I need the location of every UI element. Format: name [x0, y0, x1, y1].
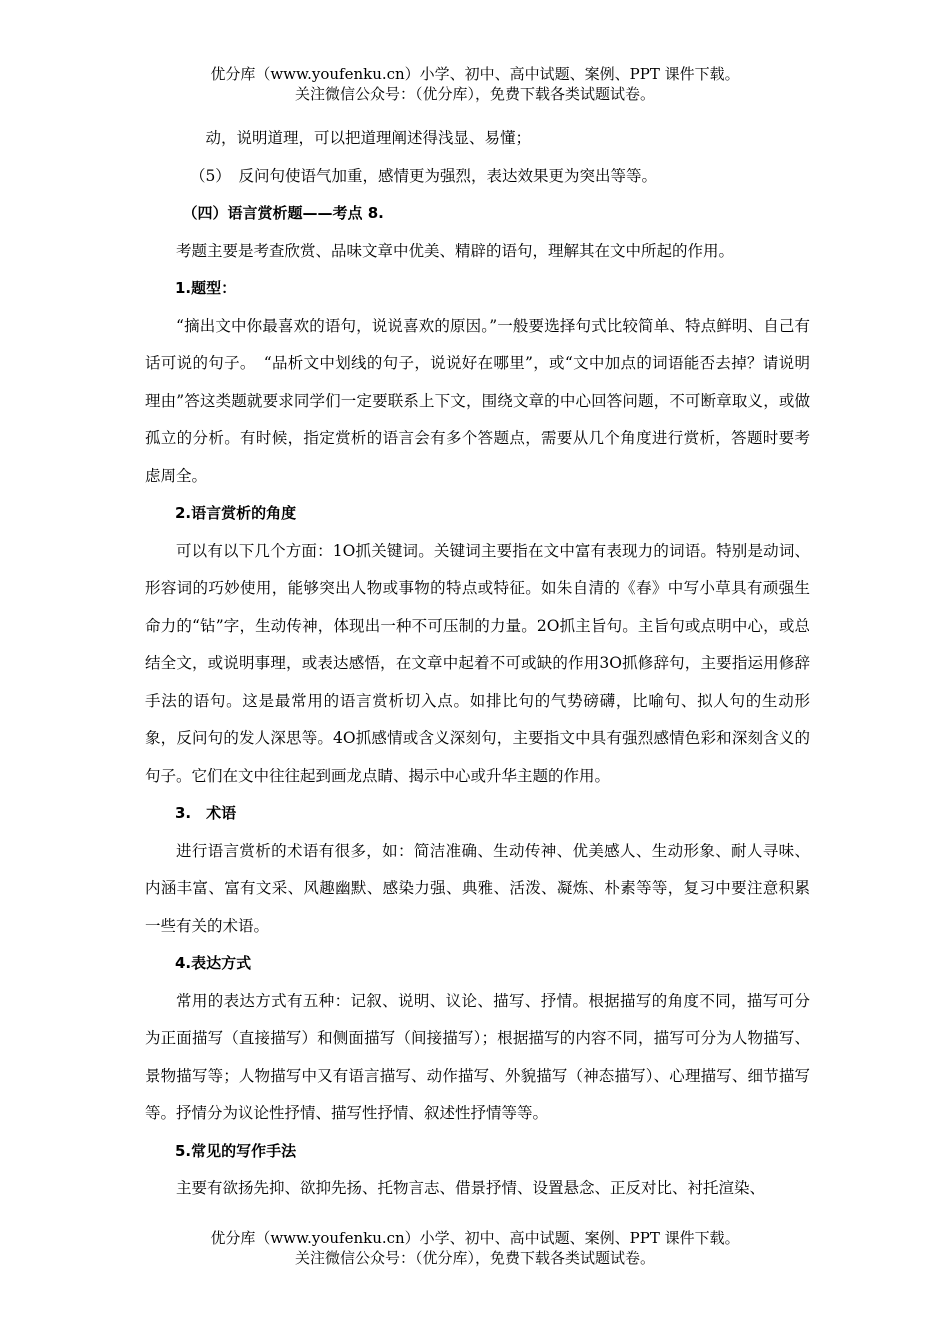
heading-writing-techniques: 5.常见的写作手法	[175, 1141, 297, 1160]
document-body	[145, 120, 810, 1208]
heading-expression-modes: 4.表达方式	[175, 954, 252, 972]
header-line-2: 关注微信公众号：（优分库），免费下载各类试题试卷。	[294, 85, 655, 103]
header-line-1: 优分库（www.youfenku.cn）小学、初中、高中试题、案例、PPT 课件下载。	[210, 65, 740, 83]
paragraph-writing-techniques: 主要有欲扬先抑、欲抑先扬、托物言志、借景抒情、设置悬念、正反对比、衬托渲染、	[176, 1179, 766, 1197]
paragraph-continuation: 动，说明道理，可以把道理阐述得浅显、易懂；	[205, 129, 531, 147]
paragraph-question-types: “摘出文中你最喜欢的语句，说说喜欢的原因。”一般要选择句式比较简单、特点鲜明、自己有话可说的句子。 “品析文中划线的句子，说说好在哪里”，或“文中加点的词语能否去掉？请说明理由”答这类题就要求同学们一定要联系上下文，围绕文章的中心回答问题，不可断章取义，或做孤立的分析。有时候，指定赏析的语言会有多个答题点，需要从几个角度进行赏析，答题时要考虑周全。	[145, 316, 810, 485]
paragraph-intro: 考题主要是考查欣赏、品味文章中优美、精辟的语句，理解其在文中所起的作用。	[176, 241, 735, 260]
heading-question-types: 1.题型：	[175, 279, 237, 297]
page-header	[0, 64, 950, 104]
section-heading-4: （四）语言赏析题——考点 8.	[182, 204, 384, 222]
paragraph-expression-modes: 常用的表达方式有五种：记叙、说明、议论、描写、抒情。根据描写的角度不同，描写可分为正面描写（直接描写）和侧面描写（间接描写）；根据描写的内容不同，描写可分为人物描写、景物描写等；人物描写中又有语言描写、动作描写、外貌描写（神态描写）、心理描写、细节描写等。抒情分为议论性抒情、描写性抒情、叙述性抒情等等。	[145, 991, 810, 1122]
paragraph-analysis-angles: 可以有以下几个方面：1O抓关键词。关键词主要指在文中富有表现力的词语。特别是动词、形容词的巧妙使用，能够突出人物或事物的特点或特征。如朱自清的《春》中写小草具有顽强生命力的“钻”字，生动传神，体现出一种不可压制的力量。2O抓主旨句。主旨句或点明中心，或总结全文，或说明事理，或表达感悟，在文章中起着不可或缺的作用3O抓修辞句，主要指运用修辞手法的语句。这是最常用的语言赏析切入点。如排比句的气势磅礴，比喻句、拟人句的生动形象，反问句的发人深思等。4O抓感情或含义深刻句，主要指文中具有强烈感情色彩和深刻含义的句子。它们在文中往往起到画龙点睛、揭示中心或升华主题的作用。	[145, 541, 810, 785]
page-footer	[0, 1228, 950, 1268]
footer-line-2: 关注微信公众号：（优分库），免费下载各类试题试卷。	[294, 1249, 655, 1267]
heading-terminology: 3. 术语	[175, 804, 237, 822]
paragraph-terminology: 进行语言赏析的术语有很多，如：简洁准确、生动传神、优美感人、生动形象、耐人寻味、内涵丰富、富有文采、风趣幽默、感染力强、典雅、活泼、凝炼、朴素等等，复习中要注意积累一些有关的术语。	[145, 841, 810, 935]
footer-line-1: 优分库（www.youfenku.cn）小学、初中、高中试题、案例、PPT 课件下载。	[210, 1229, 740, 1247]
paragraph-item-5: （5） 反问句使语气加重，感情更为强烈，表达效果更为突出等等。	[189, 166, 658, 185]
heading-analysis-angles: 2.语言赏析的角度	[175, 504, 297, 522]
